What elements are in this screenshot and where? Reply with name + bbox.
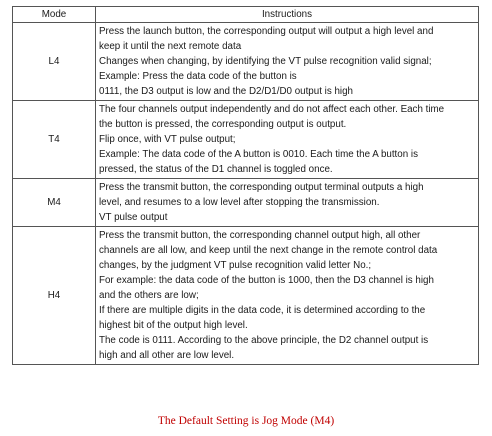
- table-row-h4: [13, 227, 479, 365]
- instructions-cell: [96, 227, 479, 365]
- instruction-line: If there are multiple digits in the data code, it is determined according to the: [99, 305, 426, 316]
- instruction-line: Press the transmit button, the corresponding output terminal outputs a high: [99, 182, 424, 193]
- instruction-line: Press the transmit button, the corresponding channel output high, all other: [99, 230, 421, 241]
- instruction-line: level, and resumes to a low level after stopping the transmission.: [99, 197, 380, 208]
- instruction-line: Changes when changing, by identifying the VT pulse recognition valid signal;: [99, 56, 432, 67]
- instruction-line: Example: The data code of the A button is 0010. Each time the A button is: [99, 149, 418, 160]
- mode-cell: L4: [13, 23, 96, 101]
- table-row-m4: [13, 179, 479, 227]
- instruction-line: pressed, the status of the D1 channel is toggled once.: [99, 164, 333, 175]
- instruction-line: changes, by the judgment VT pulse recognition valid letter No.;: [99, 260, 372, 271]
- table-row-t4: [13, 101, 479, 179]
- instruction-line: For example: the data code of the button is 1000, then the D3 channel is high: [99, 275, 434, 286]
- instruction-line: keep it until the next remote data: [99, 41, 242, 52]
- table-row-l4: [13, 23, 479, 101]
- instruction-line: The four channels output independently and do not affect each other. Each time: [99, 104, 445, 115]
- instruction-line: Press the launch button, the corresponding output will output a high level and: [99, 26, 434, 37]
- instructions-cell: [96, 101, 479, 179]
- mode-cell: M4: [13, 179, 96, 227]
- mode-cell: T4: [13, 101, 96, 179]
- instruction-line: Example: Press the data code of the button is: [99, 71, 297, 82]
- default-setting-caption: The Default Setting is Jog Mode (M4): [157, 415, 335, 427]
- table-header-row: [13, 7, 479, 23]
- instructions-column-header: Instructions: [96, 7, 479, 23]
- instruction-line: high and all other are low level.: [99, 350, 235, 361]
- instruction-line: highest bit of the output high level.: [99, 320, 248, 331]
- modes-table: [12, 6, 479, 365]
- instruction-line: VT pulse output: [99, 212, 168, 223]
- instructions-cell: [96, 179, 479, 227]
- instruction-line: The code is 0111. According to the above principle, the D2 channel output is: [99, 335, 429, 346]
- mode-column-header: Mode: [13, 7, 96, 23]
- instruction-line: Flip once, with VT pulse output;: [99, 134, 236, 145]
- instruction-line: 0111, the D3 output is low and the D2/D1/D0 output is high: [99, 86, 353, 97]
- instruction-line: the button is pressed, the corresponding output is output.: [99, 119, 347, 130]
- instruction-line: channels are all low, and keep until the next change in the remote control data: [99, 245, 438, 256]
- instruction-line: and the others are low;: [99, 290, 199, 301]
- instructions-cell: [96, 23, 479, 101]
- mode-cell: H4: [13, 227, 96, 365]
